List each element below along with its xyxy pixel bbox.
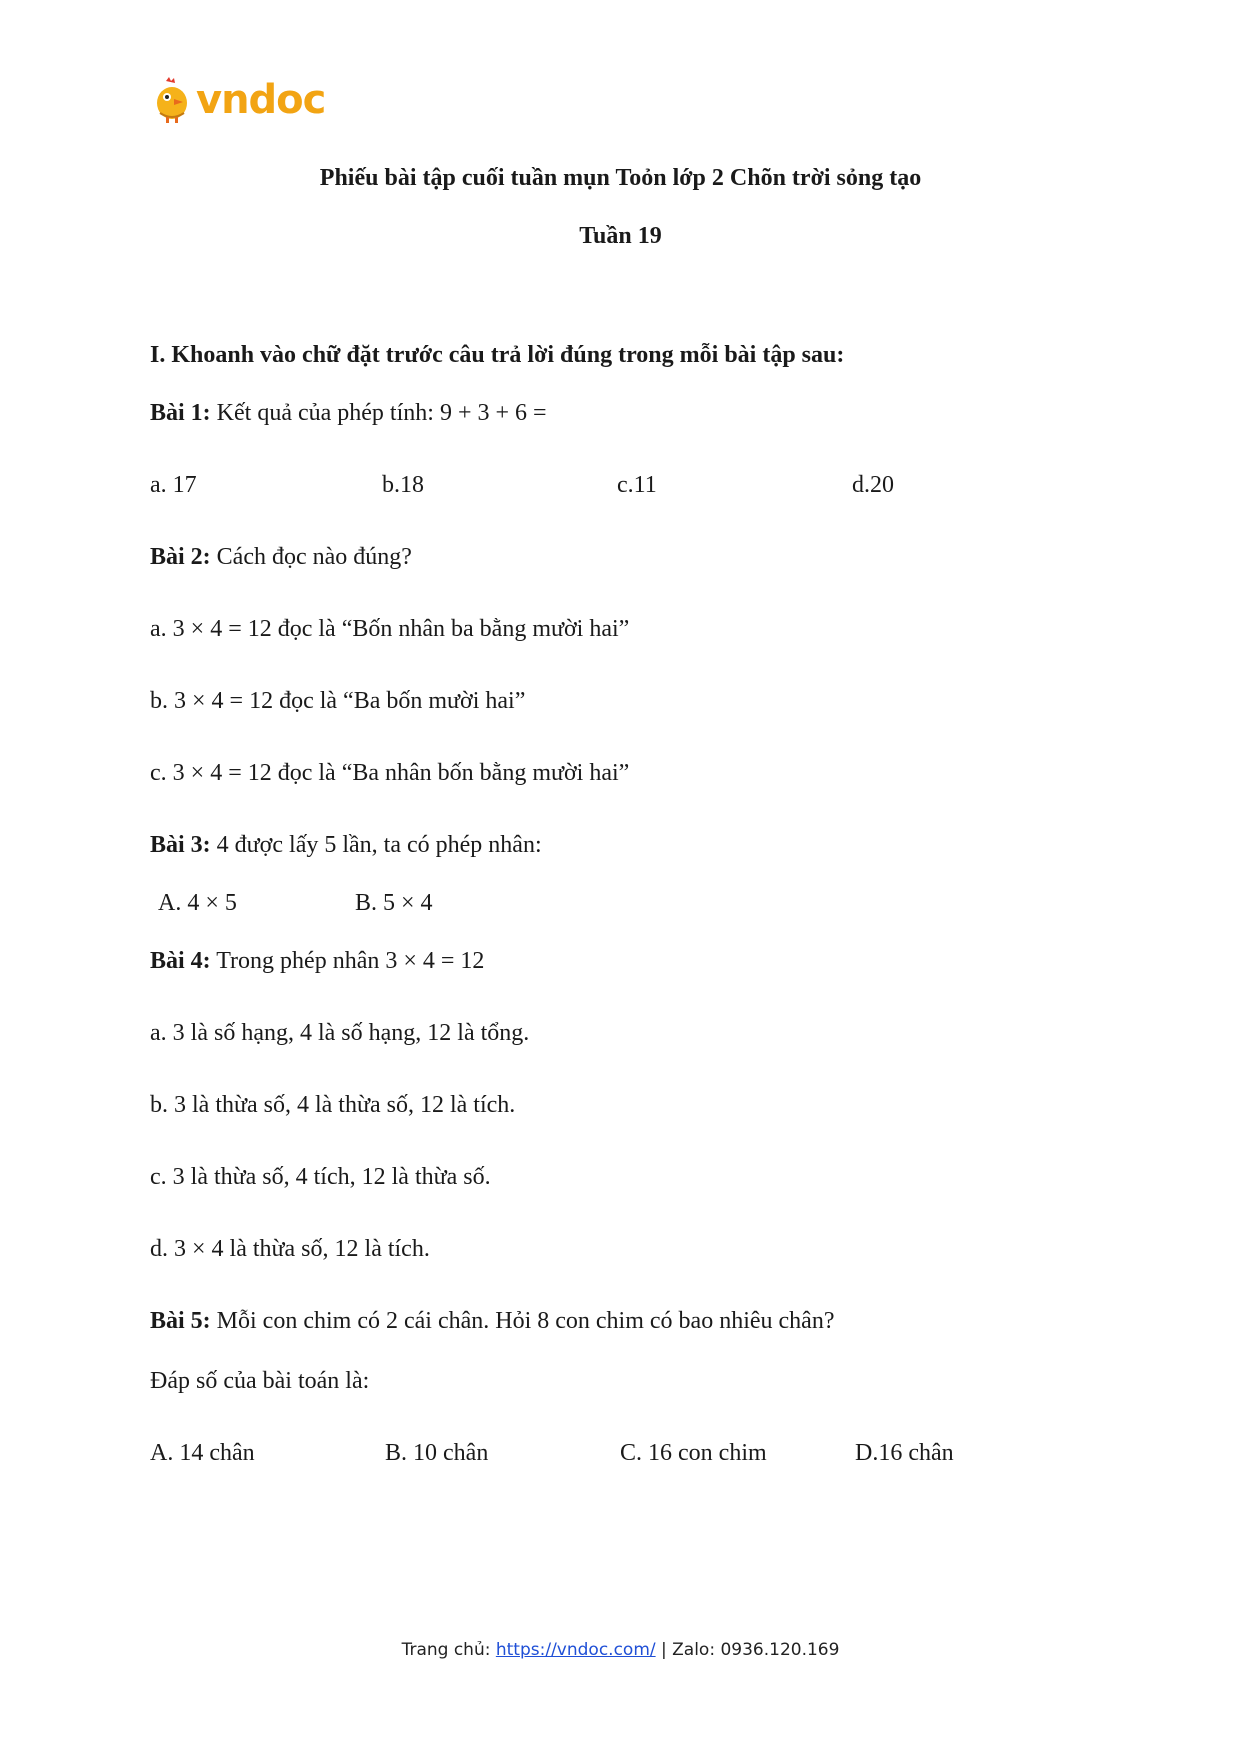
question-5-prompt: Đáp số của bài toán là:	[150, 1368, 370, 1394]
page-title: Phiếu bài tập cuối tuần mụn Toỏn lớp 2 Chõn trời sỏng tạo	[319, 165, 922, 191]
page-subtitle: Tuần 19	[579, 223, 662, 249]
q3-option-a[interactable]: A. 4 × 5	[158, 890, 237, 916]
chicken-mascot-icon	[152, 77, 192, 123]
page-footer	[0, 1640, 1241, 1660]
question-2-label: Bài 2:	[150, 544, 211, 570]
question-5	[150, 1306, 834, 1336]
q5-option-c[interactable]: C. 16 con chim	[620, 1440, 767, 1466]
question-1	[150, 398, 547, 428]
question-5-text: Mỗi con chim có 2 cái chân. Hỏi 8 con chim có bao nhiêu chân?	[210, 1308, 835, 1334]
q4-option-c[interactable]: c. 3 là thừa số, 4 tích, 12 là thừa số.	[150, 1164, 491, 1190]
q2-option-a[interactable]: a. 3 × 4 = 12 đọc là “Bốn nhân ba bằng mười hai”	[150, 616, 630, 642]
footer-suffix: | Zalo: 0936.120.169	[655, 1640, 840, 1660]
q4-option-a[interactable]: a. 3 là số hạng, 4 là số hạng, 12 là tổng.	[150, 1020, 530, 1046]
q1-option-d[interactable]: d.20	[852, 472, 894, 498]
q1-option-c[interactable]: c.11	[617, 472, 657, 498]
question-4-text: Trong phép nhân 3 × 4 = 12	[210, 948, 485, 974]
q1-option-b[interactable]: b.18	[382, 472, 424, 498]
question-5-label: Bài 5:	[150, 1308, 211, 1334]
question-4	[150, 946, 484, 976]
q4-option-b[interactable]: b. 3 là thừa số, 4 là thừa số, 12 là tích.	[150, 1092, 516, 1118]
q4-option-d[interactable]: d. 3 × 4 là thừa số, 12 là tích.	[150, 1236, 430, 1262]
footer-home-link[interactable]: https://vndoc.com/	[495, 1640, 656, 1660]
q3-option-b[interactable]: B. 5 × 4	[355, 890, 433, 916]
q2-option-c[interactable]: c. 3 × 4 = 12 đọc là “Ba nhân bốn bằng mười hai”	[150, 760, 630, 786]
q1-option-a[interactable]: a. 17	[150, 472, 197, 498]
question-3-text: 4 được lấy 5 lần, ta có phép nhân:	[210, 832, 542, 858]
question-1-text: Kết quả của phép tính: 9 + 3 + 6 =	[210, 400, 547, 426]
question-4-label: Bài 4:	[150, 948, 211, 974]
question-2	[150, 542, 412, 572]
question-1-label: Bài 1:	[150, 400, 211, 426]
question-2-text: Cách đọc nào đúng?	[210, 544, 412, 570]
footer-prefix: Trang chủ:	[401, 1640, 496, 1660]
q5-option-d[interactable]: D.16 chân	[855, 1440, 954, 1466]
question-3-label: Bài 3:	[150, 832, 211, 858]
logo-text: vndoc	[196, 77, 326, 123]
q5-option-a[interactable]: A. 14 chân	[150, 1440, 255, 1466]
question-3	[150, 830, 542, 860]
q2-option-b[interactable]: b. 3 × 4 = 12 đọc là “Ba bốn mười hai”	[150, 688, 526, 714]
section-heading: I. Khoanh vào chữ đặt trước câu trả lời đúng trong mỗi bài tập sau:	[150, 342, 845, 368]
q5-option-b[interactable]: B. 10 chân	[385, 1440, 489, 1466]
vndoc-logo	[152, 76, 325, 124]
